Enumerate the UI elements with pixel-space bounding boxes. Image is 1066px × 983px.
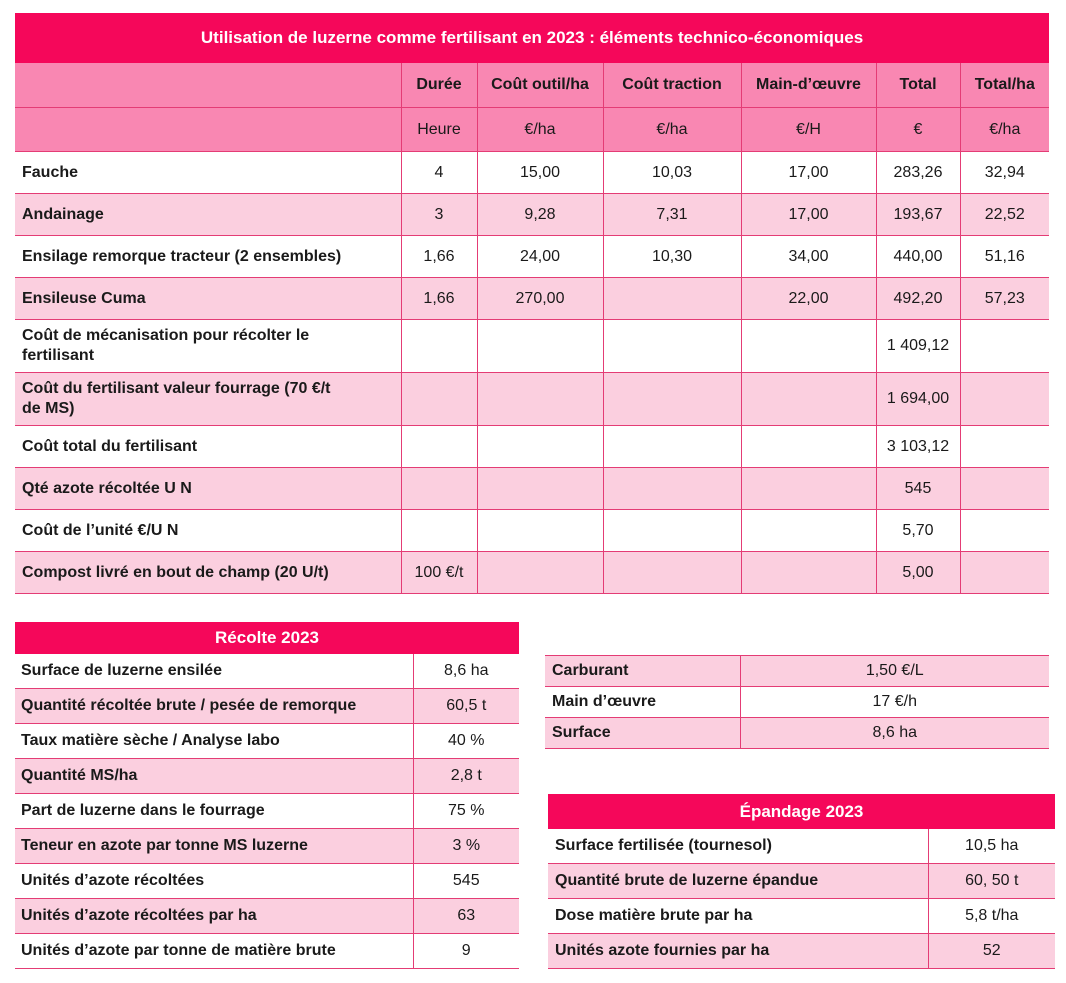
unit-header: €/ha bbox=[477, 108, 603, 152]
table-cell: 51,16 bbox=[960, 236, 1049, 278]
table-cell bbox=[960, 426, 1049, 468]
recolte-table bbox=[15, 622, 519, 969]
table-row bbox=[15, 759, 519, 794]
main-table bbox=[15, 13, 1049, 594]
table-cell: 17,00 bbox=[741, 194, 876, 236]
column-header: Main-d’œuvre bbox=[741, 63, 876, 108]
table-cell: 1,66 bbox=[401, 236, 477, 278]
table-cell: 10,03 bbox=[603, 152, 741, 194]
table-row bbox=[548, 934, 1055, 969]
unit-header: €/ha bbox=[960, 108, 1049, 152]
table-cell: 24,00 bbox=[477, 236, 603, 278]
column-header: Coût traction bbox=[603, 63, 741, 108]
table-cell bbox=[477, 552, 603, 594]
table-cell bbox=[477, 426, 603, 468]
row-value: 8,6 ha bbox=[740, 718, 1049, 749]
row-label: Coût total du fertilisant bbox=[15, 426, 401, 468]
row-label: Quantité récoltée brute / pesée de remorque bbox=[15, 689, 413, 724]
unit-header bbox=[15, 108, 401, 152]
table-row bbox=[548, 899, 1055, 934]
column-header: Total bbox=[876, 63, 960, 108]
table-row bbox=[548, 864, 1055, 899]
table-cell bbox=[477, 468, 603, 510]
row-label: Unités azote fournies par ha bbox=[548, 934, 928, 969]
table-cell bbox=[603, 320, 741, 373]
table-row bbox=[15, 510, 1049, 552]
table-cell: 17,00 bbox=[741, 152, 876, 194]
table-cell bbox=[741, 320, 876, 373]
table-cell: 22,52 bbox=[960, 194, 1049, 236]
table-cell bbox=[741, 426, 876, 468]
table-cell: 1,66 bbox=[401, 278, 477, 320]
table-cell: 15,00 bbox=[477, 152, 603, 194]
row-value: 2,8 t bbox=[413, 759, 519, 794]
row-value: 60, 50 t bbox=[928, 864, 1055, 899]
row-label: Quantité MS/ha bbox=[15, 759, 413, 794]
unit-header: €/H bbox=[741, 108, 876, 152]
row-value: 3 % bbox=[413, 829, 519, 864]
row-label: Coût du fertilisant valeur fourrage (70 €/t de MS) bbox=[15, 373, 401, 426]
table-cell: 7,31 bbox=[603, 194, 741, 236]
row-label: Carburant bbox=[545, 656, 740, 687]
table-row bbox=[15, 654, 519, 689]
table-cell bbox=[960, 552, 1049, 594]
unit-headers bbox=[15, 108, 1049, 152]
table-cell bbox=[741, 552, 876, 594]
table-cell bbox=[477, 373, 603, 426]
params-table bbox=[545, 655, 1049, 749]
table-cell bbox=[401, 373, 477, 426]
table-row bbox=[15, 373, 1049, 426]
table-cell: 100 €/t bbox=[401, 552, 477, 594]
row-value: 9 bbox=[413, 934, 519, 969]
row-label: Coût de mécanisation pour récolter le fertilisant bbox=[15, 320, 401, 373]
table-cell: 270,00 bbox=[477, 278, 603, 320]
table-cell: 1 694,00 bbox=[876, 373, 960, 426]
table-cell bbox=[477, 320, 603, 373]
main-table-title: Utilisation de luzerne comme fertilisant en 2023 : éléments technico-économiques bbox=[15, 13, 1049, 63]
table-row bbox=[15, 320, 1049, 373]
table-cell bbox=[401, 468, 477, 510]
row-label: Unités d’azote récoltées par ha bbox=[15, 899, 413, 934]
unit-header: Heure bbox=[401, 108, 477, 152]
table-cell: 22,00 bbox=[741, 278, 876, 320]
table-row bbox=[15, 426, 1049, 468]
table-cell bbox=[603, 510, 741, 552]
unit-header: € bbox=[876, 108, 960, 152]
table-row bbox=[15, 724, 519, 759]
row-value: 1,50 €/L bbox=[740, 656, 1049, 687]
table-cell: 193,67 bbox=[876, 194, 960, 236]
unit-header: €/ha bbox=[603, 108, 741, 152]
row-label: Qté azote récoltée U N bbox=[15, 468, 401, 510]
epandage-title: Épandage 2023 bbox=[548, 794, 1055, 829]
table-cell: 283,26 bbox=[876, 152, 960, 194]
table-row bbox=[15, 236, 1049, 278]
row-value: 60,5 t bbox=[413, 689, 519, 724]
row-label: Main d’œuvre bbox=[545, 687, 740, 718]
recolte-title: Récolte 2023 bbox=[15, 622, 519, 654]
table-row bbox=[15, 689, 519, 724]
row-label: Teneur en azote par tonne MS luzerne bbox=[15, 829, 413, 864]
table-row bbox=[15, 552, 1049, 594]
table-row bbox=[15, 468, 1049, 510]
row-label: Surface bbox=[545, 718, 740, 749]
column-header bbox=[15, 63, 401, 108]
table-cell bbox=[603, 468, 741, 510]
table-cell: 1 409,12 bbox=[876, 320, 960, 373]
row-value: 545 bbox=[413, 864, 519, 899]
row-label: Coût de l’unité €/U N bbox=[15, 510, 401, 552]
table-cell bbox=[741, 373, 876, 426]
table-cell: 440,00 bbox=[876, 236, 960, 278]
row-label: Surface de luzerne ensilée bbox=[15, 654, 413, 689]
table-cell bbox=[960, 468, 1049, 510]
row-label: Fauche bbox=[15, 152, 401, 194]
table-cell bbox=[741, 510, 876, 552]
table-cell bbox=[603, 373, 741, 426]
table-row bbox=[15, 152, 1049, 194]
table-cell bbox=[603, 278, 741, 320]
table-cell: 57,23 bbox=[960, 278, 1049, 320]
table-row bbox=[15, 194, 1049, 236]
row-label: Dose matière brute par ha bbox=[548, 899, 928, 934]
table-cell bbox=[401, 426, 477, 468]
table-row bbox=[15, 829, 519, 864]
row-value: 75 % bbox=[413, 794, 519, 829]
table-cell: 10,30 bbox=[603, 236, 741, 278]
table-row bbox=[15, 864, 519, 899]
table-cell: 32,94 bbox=[960, 152, 1049, 194]
table-row bbox=[545, 656, 1049, 687]
column-header: Total/ha bbox=[960, 63, 1049, 108]
table-cell bbox=[401, 510, 477, 552]
row-label: Andainage bbox=[15, 194, 401, 236]
table-cell bbox=[960, 373, 1049, 426]
row-label: Unités d’azote par tonne de matière brute bbox=[15, 934, 413, 969]
column-headers bbox=[15, 63, 1049, 108]
row-value: 8,6 ha bbox=[413, 654, 519, 689]
table-cell: 492,20 bbox=[876, 278, 960, 320]
table-row bbox=[545, 687, 1049, 718]
table-row bbox=[15, 794, 519, 829]
row-label: Quantité brute de luzerne épandue bbox=[548, 864, 928, 899]
table-row bbox=[15, 899, 519, 934]
table-row bbox=[545, 718, 1049, 749]
table-cell: 5,70 bbox=[876, 510, 960, 552]
row-value: 63 bbox=[413, 899, 519, 934]
table-cell bbox=[401, 320, 477, 373]
row-value: 17 €/h bbox=[740, 687, 1049, 718]
row-label: Taux matière sèche / Analyse labo bbox=[15, 724, 413, 759]
row-value: 52 bbox=[928, 934, 1055, 969]
table-row bbox=[15, 278, 1049, 320]
row-label: Surface fertilisée (tournesol) bbox=[548, 829, 928, 864]
row-label: Compost livré en bout de champ (20 U/t) bbox=[15, 552, 401, 594]
table-cell: 9,28 bbox=[477, 194, 603, 236]
row-label: Part de luzerne dans le fourrage bbox=[15, 794, 413, 829]
table-row bbox=[548, 829, 1055, 864]
table-cell: 545 bbox=[876, 468, 960, 510]
table-cell: 5,00 bbox=[876, 552, 960, 594]
row-label: Ensilage remorque tracteur (2 ensembles) bbox=[15, 236, 401, 278]
row-label: Unités d’azote récoltées bbox=[15, 864, 413, 899]
row-value: 10,5 ha bbox=[928, 829, 1055, 864]
table-cell bbox=[477, 510, 603, 552]
table-cell bbox=[960, 320, 1049, 373]
table-cell bbox=[603, 426, 741, 468]
table-cell: 3 103,12 bbox=[876, 426, 960, 468]
table-cell: 34,00 bbox=[741, 236, 876, 278]
table-cell: 4 bbox=[401, 152, 477, 194]
row-value: 40 % bbox=[413, 724, 519, 759]
row-label: Ensileuse Cuma bbox=[15, 278, 401, 320]
row-value: 5,8 t/ha bbox=[928, 899, 1055, 934]
column-header: Coût outil/ha bbox=[477, 63, 603, 108]
epandage-table bbox=[548, 794, 1055, 969]
table-row bbox=[15, 934, 519, 969]
table-cell bbox=[741, 468, 876, 510]
table-cell bbox=[960, 510, 1049, 552]
table-cell: 3 bbox=[401, 194, 477, 236]
column-header: Durée bbox=[401, 63, 477, 108]
table-cell bbox=[603, 552, 741, 594]
